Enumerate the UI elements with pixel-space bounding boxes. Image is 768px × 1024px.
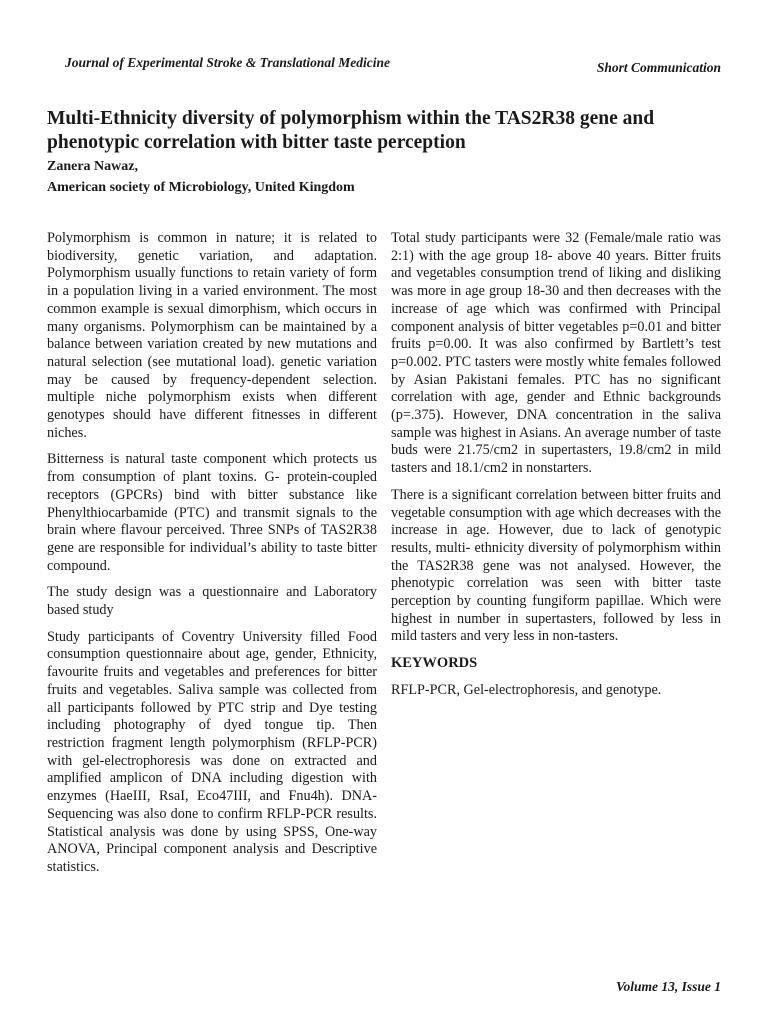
paragraph-study-design: The study design was a questionnaire and Laboratory based study	[47, 584, 377, 619]
author-affiliation: American society of Microbiology, United Kingdom	[47, 180, 355, 195]
paragraph-bitterness: Bitterness is natural taste component which protects us from consumption of plant toxins. G- protein-coupled receptors (GPCRs) bind with bitter substance like Phenylthiocarbamide (PTC) and transmit signals to the brain where flavour perceived. Three SNPs of TAS2R38 gene are responsible for individual’s ability to taste bitter compound.	[47, 451, 377, 574]
author-name: Zanera Nawaz,	[47, 159, 138, 174]
article-title: Multi-Ethnicity diversity of polymorphism within the TAS2R38 gene and phenotypic correlation with bitter taste perception	[47, 108, 655, 153]
article-type-label: Short Communication	[596, 60, 721, 75]
keywords-heading: KEYWORDS	[391, 655, 478, 672]
right-column	[391, 230, 721, 709]
paragraph-polymorphism: Polymorphism is common in nature; it is related to biodiversity, genetic variation, and adaptation. Polymorphism usually functions to retain variety of form in a population living in a varied environment. The most common example is sexual dimorphism, which occurs in many organisms. Polymorphism can be maintained by a balance between variation created by new mutations and natural selection (see mutational load). genetic variation may be caused by frequency-dependent selection. multiple niche polymorphism exists when different genotypes should have different fitnesses in different niches.	[47, 230, 377, 441]
left-column	[47, 230, 377, 886]
paragraph-conclusion: There is a significant correlation between bitter fruits and vegetable consumption with age which decreases with the increase in age. However, due to lack of genotypic results, multi- ethnicity diversity of polymorphism within the TAS2R38 gene was not analysed. However, the phenotypic correlation was seen with bitter taste perception by counting fungiform papillae. Which were highest in number in supertasters, followed by less in mild tasters and very less in non-tasters.	[391, 486, 721, 645]
journal-name: Journal of Experimental Stroke & Translational Medicine	[65, 55, 391, 70]
paragraph-methods: Study participants of Coventry University filled Food consumption questionnaire about age, gender, Ethnicity, favourite fruits and vegetables and preferences for bitter fruits and vegetables. Saliva sample was collected from all participants followed by PTC strip and Dye testing including photography of dyed tongue tip. Then restriction fragment length polymorphism (RFLP-PCR) with gel-electrophoresis was done on extracted and amplified amplicon of DNA including digestion with enzymes (HaeIII, RsaI, Eco47III, and Fnu4h). DNA- Sequencing was also done to confirm RFLP-PCR results. Statistical analysis was done by using SPSS, One-way ANOVA, Principal component analysis and Descriptive statistics.	[47, 628, 377, 875]
paragraph-results: Total study participants were 32 (Female/male ratio was 2:1) with the age group 18- above 40 years. Bitter fruits and vegetables consumption trend of liking and disliking was more in age group 18-30 and then decreases with the increase of age which was confirmed with Principal component analysis of bitter vegetables p=0.01 and bitter fruits p=0.00. It was also confirmed by Bartlett’s test p=0.002. PTC tasters were mostly white females followed by Asian Pakistani females. PTC has no significant correlation with age, gender and Ethnic backgrounds (p=.375). However, DNA concentration in the saliva sample was highest in Asians. An average number of taste buds were 21.75/cm2 in supertasters, 19.8/cm2 in mild tasters and 18.1/cm2 in nonstarters.	[391, 230, 721, 477]
keywords-list: RFLP-PCR, Gel-electrophoresis, and genotype.	[391, 681, 662, 698]
volume-issue: Volume 13, Issue 1	[615, 979, 721, 994]
